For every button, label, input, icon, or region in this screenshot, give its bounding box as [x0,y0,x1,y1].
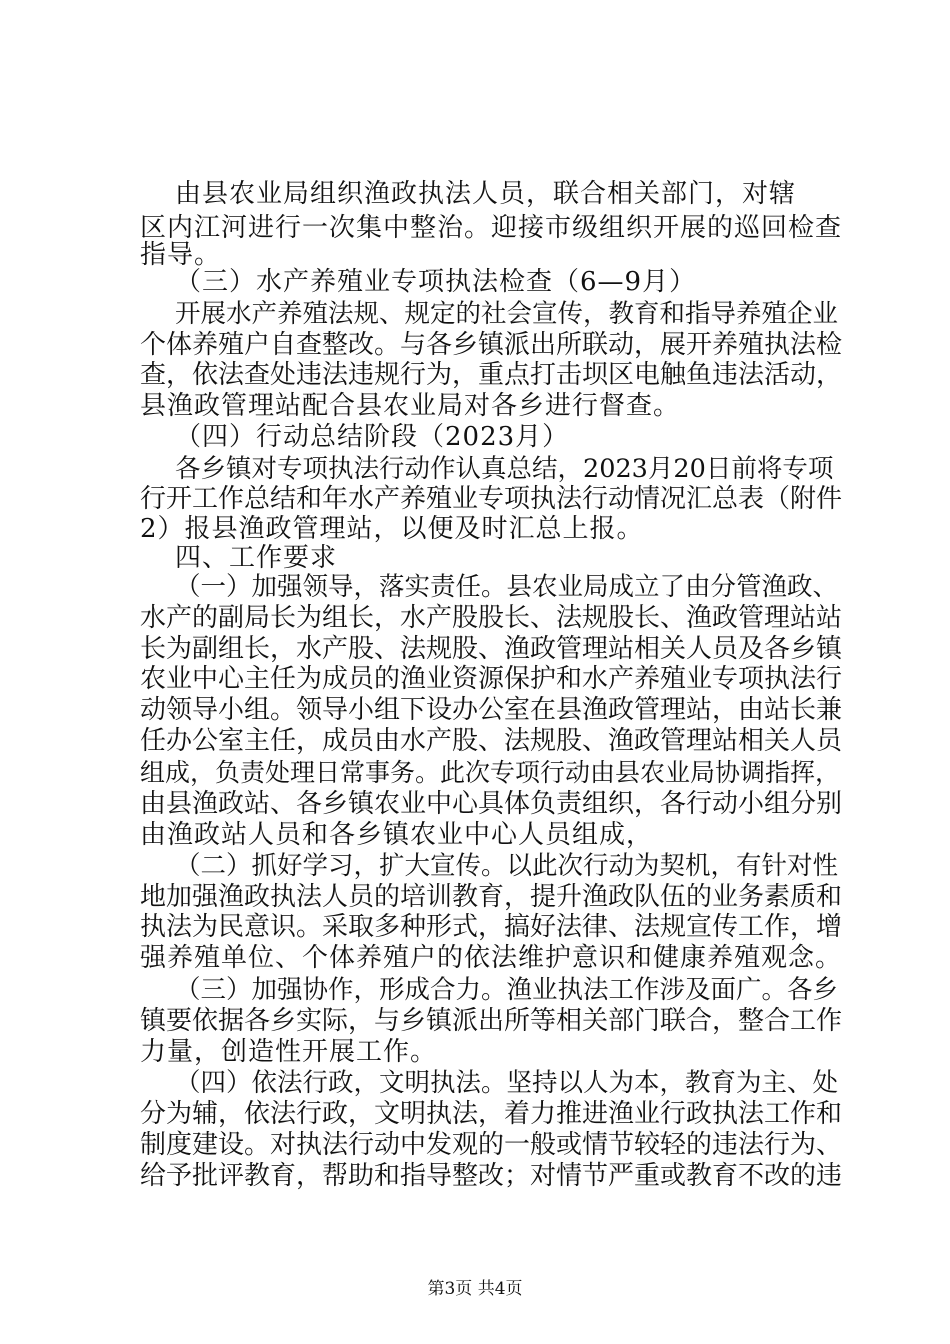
text-line: 2）报县渔政管理站，以便及时汇总上报。 [140,514,644,544]
text-line: 分为辅，依法行政，文明执法，着力推进渔业行政执法工作和 [140,1099,843,1129]
section-heading: （三）水产养殖业专项执法检查（6—9月） [175,267,697,297]
text-line: 个体养殖户自查整改。与各乡镇派出所联动，展开养殖执法检 [140,330,843,360]
text-line: 由县农业局组织渔政执法人员，联合相关部门，对辖 [175,179,797,209]
text-line: 区内江河进行一次集中整治。迎接市级组织开展的巡回检查 [140,213,843,243]
text-line: 各乡镇对专项执法行动作认真总结，2023月20日前将专项 [175,454,834,484]
section-heading: （四）行动总结阶段（2023月） [175,422,570,452]
text-line: 由县渔政站、各乡镇农业中心具体负责组织，各行动小组分别 [140,789,843,819]
text-line: 县渔政管理站配合县农业局对各乡进行督查。 [140,391,681,421]
text-line: 行开工作总结和年水产养殖业专项执法行动情况汇总表（附件 [140,484,843,514]
text-line: 水产的副局长为组长，水产股股长、法规股长、渔政管理站站 [140,603,843,633]
text-line: 指导。 [140,240,222,270]
text-line: 动领导小组。领导小组下设办公室在县渔政管理站，由站长兼 [140,695,843,725]
section-heading: 四、工作要求 [175,543,338,573]
text-line: 力量，创造性开展工作。 [140,1037,438,1067]
text-line: （二）抓好学习，扩大宣传。以此次行动为契机，有针对性 [175,851,839,881]
text-line: 给予批评教育，帮助和指导整改；对情节严重或教育不改的违 [140,1161,843,1191]
text-line: （三）加强协作，形成合力。渔业执法工作涉及面广。各乡 [175,975,839,1005]
text-line: 查，依法查处违法违规行为，重点打击坝区电触鱼违法活动， [140,360,843,390]
text-line: 任办公室主任，成员由水产股、法规股、渔政管理站相关人员 [140,726,843,756]
text-line: （一）加强领导，落实责任。县农业局成立了由分管渔政、 [175,572,839,602]
page-number-footer: 第3页 共4页 [427,1279,523,1299]
text-line: 组成，负责处理日常事务。此次专项行动由县农业局协调指挥， [140,758,841,787]
text-line: （四）依法行政，文明执法。坚持以人为本，教育为主、处 [175,1068,839,1098]
text-line: 农业中心主任为成员的渔业资源保护和水产养殖业专项执法行 [140,664,843,694]
text-line: 制度建设。对执法行动中发观的一般或情节较轻的违法行为、 [140,1130,843,1160]
text-line: 由渔政站人员和各乡镇农业中心人员组成， [140,820,654,850]
text-line: 开展水产养殖法规、规定的社会宣传，教育和指导养殖企业 [175,299,839,329]
text-line: 地加强渔政执法人员的培训教育，提升渔政队伍的业务素质和 [140,882,843,912]
text-line: 执法为民意识。采取多种形式，搞好法律、法规宣传工作，增 [140,912,843,942]
text-line: 长为副组长，水产股、法规股、渔政管理站相关人员及各乡镇 [140,634,843,664]
text-line: 强养殖单位、个体养殖户的依法维护意识和健康养殖观念。 [140,943,843,973]
text-line: 镇要依据各乡实际，与乡镇派出所等相关部门联合，整合工作 [140,1006,843,1036]
